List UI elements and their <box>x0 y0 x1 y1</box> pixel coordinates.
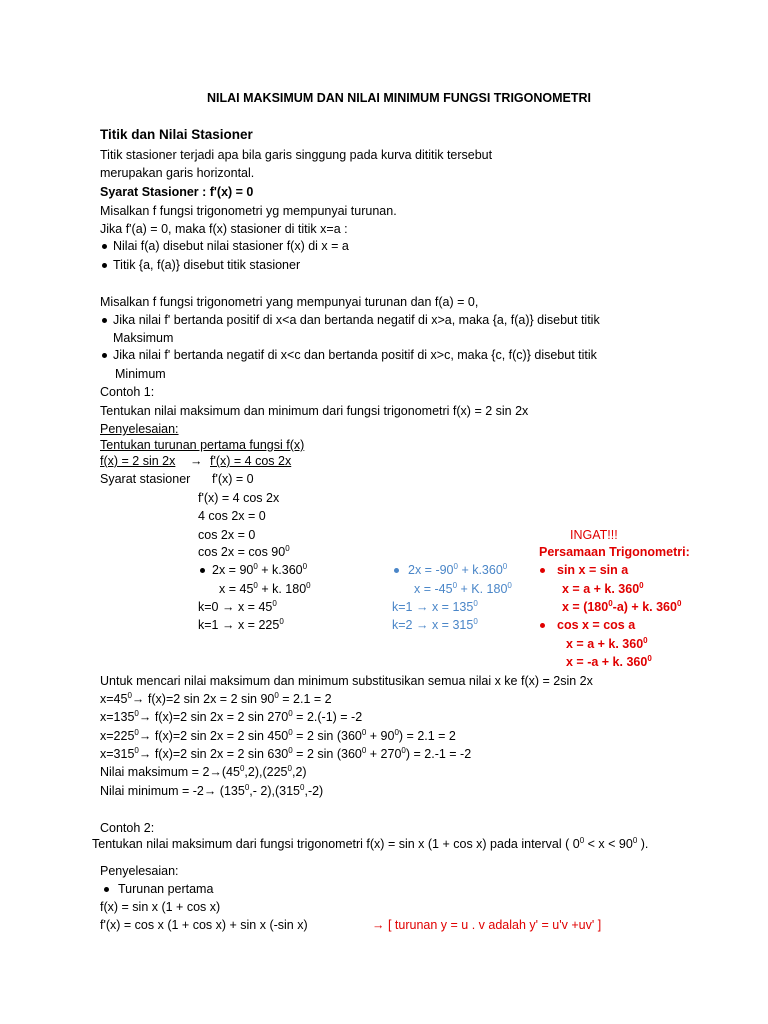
solution-line: $k=1 \to x = 135^0$ <box>392 599 478 614</box>
step-heading: Tentukan turunan pertama fungsi f(x) <box>100 438 305 452</box>
bullet-icon <box>102 244 107 249</box>
bullet-text: Minimum <box>115 367 166 381</box>
substitution-line: $x=315^0\to f(x)=2$ sin 2x = 2 $\sin 630^0 = 2$ $\sin (360^0 + 270^0) = 2.-1 = -2$ <box>100 746 472 761</box>
substitution-intro: Untuk mencari nilai maksimum dan minimum substitusikan semua nilai x ke f(x) = 2sin 2x <box>100 674 593 688</box>
bullet-text: Turunan pertama <box>118 882 214 896</box>
solution-line: $k=1 \to x = 225^0$ <box>198 617 284 632</box>
solution-line: $x = 45^0 + k$. $180^0$ <box>219 581 311 596</box>
jika-line: Jika f'(a) = 0, maka f(x) stasioner di titik x=a : <box>100 222 348 236</box>
ingat-title: INGAT!!! <box>570 528 618 542</box>
step-line: 4 cos 2x = 0 <box>198 509 266 523</box>
bullet-text: Titik {a, f(a)} disebut titik stasioner <box>113 258 301 272</box>
solution-line: $x = -45^0 + K$. $180^0$ <box>414 581 512 596</box>
derivative-right: f'(x) = 4 cos 2x <box>210 454 292 468</box>
ingat-sin-eq: sin x = sin a <box>557 563 629 577</box>
nilai-minimum: Nilai minimum = $-2\to (135^0,-$ $2),(315^0,-2)$ <box>100 783 324 798</box>
step-line: cos 2x = 0 <box>198 528 256 542</box>
derivative-left: f(x) = 2 sin 2x <box>100 454 176 468</box>
bullet-text: Jika nilai f' bertanda positif di x<a dan bertanda negatif di x>a, maka {a, f(a)} disebut titik <box>113 313 600 327</box>
bullet-text: Jika nilai f' bertanda negatif di x<c dan bertanda positif di x>c, maka {c, f(c)} disebut titik <box>113 348 597 362</box>
rule-note: → [ turunan y = u . v adalah y' = u'v +uv' ] <box>372 918 602 932</box>
nilai-maksimum: Nilai maksimum = $2\to(45^0,2),(225^0,2)$ <box>100 764 307 779</box>
solution-line: $k=2 \to x = 315^0$ <box>392 617 478 632</box>
bullet-icon <box>394 568 399 573</box>
step-line: f'(x) = 4 cos 2x <box>198 491 280 505</box>
contoh-question: Tentukan nilai maksimum dan minimum dari fungsi trigonometri f(x) = 2 sin 2x <box>100 404 529 418</box>
contoh-label: Contoh 2: <box>100 821 155 835</box>
penyelesaian-label: Penyelesaian: <box>100 422 179 436</box>
ingat-cos-sol: x = -a + k. $360^0$ <box>566 654 652 669</box>
ingat-cos-eq: cos x = cos a <box>557 618 636 632</box>
ingat-cos-sol: x = a + k. $360^0$ <box>566 636 648 651</box>
solution-line: $2x = -90^0 + k.360^0$ <box>408 562 508 577</box>
solution-line: $2x = 90^0 + k.360^0$ <box>212 562 308 577</box>
syarat-stasioner: Syarat Stasioner : f'(x) = 0 <box>100 185 254 199</box>
bullet-icon <box>540 568 545 573</box>
intro-line: merupakan garis horizontal. <box>100 166 255 180</box>
bullet-icon <box>540 623 545 628</box>
fpx-line: f'(x) = cos x (1 + cos x) + sin x (-sin x) <box>100 918 308 932</box>
substitution-line: $x=45^0\to f(x)=2$ sin 2x = 2 $\sin 90^0 = 2.1 = 2$ <box>100 691 332 706</box>
intro-line: Titik stasioner terjadi apa bila garis singgung pada kurva dititik tersebut <box>100 148 493 162</box>
bullet-icon <box>104 887 109 892</box>
bullet-icon <box>102 353 107 358</box>
step-line: f'(x) = 0 <box>212 472 254 486</box>
misalkan-line: Misalkan f fungsi trigonometri yg mempunyai turunan. <box>100 204 397 218</box>
substitution-line: $x=225^0\to f(x)=2$ sin 2x = 2 $\sin 450^0 = 2$ $\sin (360^0 + 90^0) = 2.1 = 2$ <box>100 728 456 743</box>
bullet-text: Maksimum <box>113 331 174 345</box>
ingat-sin-sol: x = a + k. $360^0$ <box>562 581 644 596</box>
step-line: $\cos 2x = \cos 90^0$ <box>198 544 290 559</box>
ingat-sin-sol: $x = (180^0-a) + k$. $360^0$ <box>562 599 682 614</box>
bullet-icon <box>200 568 205 573</box>
contoh-label: Contoh 1: <box>100 385 155 399</box>
ingat-subtitle: Persamaan Trigonometri: <box>539 545 690 559</box>
solution-line: $k=0 \to x = 45^0$ <box>198 599 277 614</box>
bullet-icon <box>102 263 107 268</box>
syarat-label: Syarat stasioner <box>100 472 191 486</box>
bullet-text: Nilai f(a) disebut nilai stasioner f(x) di x = a <box>113 239 349 253</box>
fx-line: f(x) = sin x (1 + cos x) <box>100 900 221 914</box>
bullet-icon <box>102 318 107 323</box>
substitution-line: $x=135^0\to f(x)=2$ sin 2x = 2 $\sin 270^0 = 2.(-1) = -2$ <box>100 709 363 724</box>
arrow-icon: → <box>190 454 203 468</box>
section-heading: Titik dan Nilai Stasioner <box>100 127 253 142</box>
misalkan-line: Misalkan f fungsi trigonometri yang mempunyai turunan dan f(a) = 0, <box>100 295 479 309</box>
page-title: NILAI MAKSIMUM DAN NILAI MINIMUM FUNGSI TRIGONOMETRI <box>207 91 591 105</box>
contoh-question: Tentukan nilai maksimum dari fungsi trigonometri f(x) = sin x (1 + cos x) pada interval ( $0^0 < x < 90^0$ ). <box>92 836 649 851</box>
penyelesaian-label: Penyelesaian: <box>100 864 179 878</box>
